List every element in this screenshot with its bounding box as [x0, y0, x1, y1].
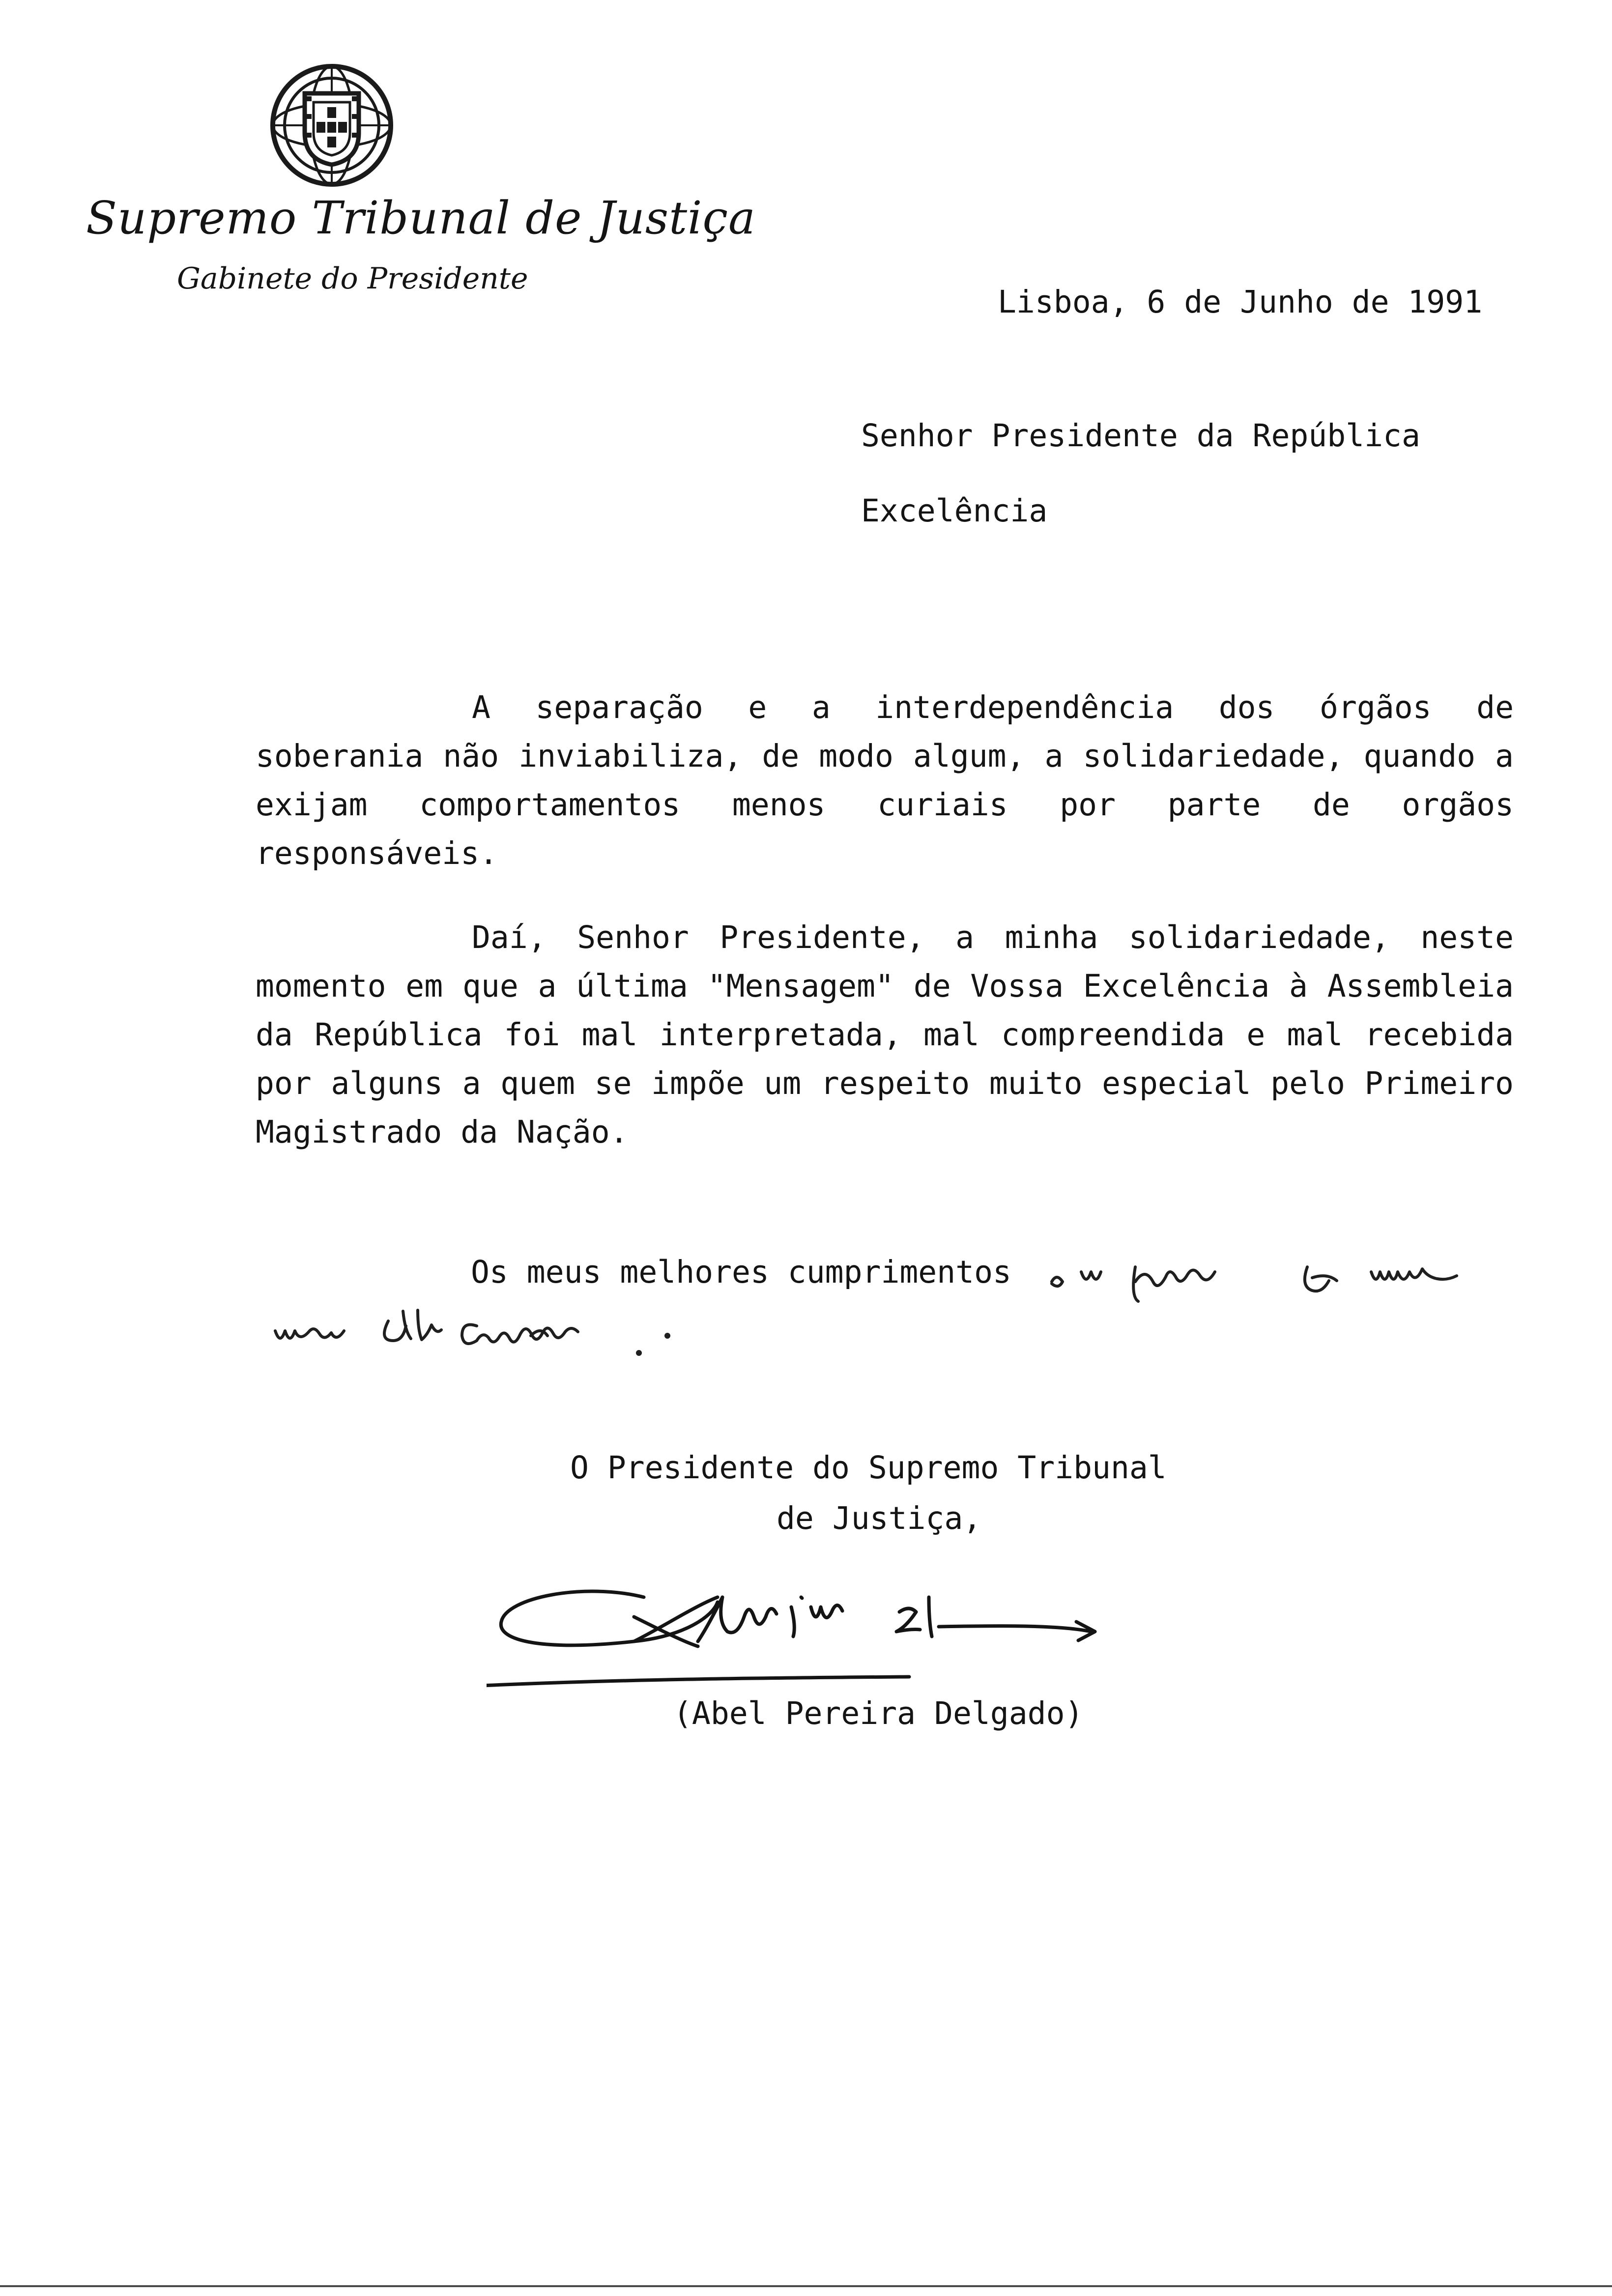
salutation: Senhor Presidente da República — [861, 418, 1420, 454]
institution-name: Supremo Tribunal de Justiça — [86, 192, 756, 244]
signatory-name: (Abel Pereira Delgado) — [673, 1695, 1084, 1731]
signatory-title-continued: de Justiça, — [777, 1500, 982, 1536]
body-paragraph: Daí, Senhor Presidente, a minha solidariedade, neste momento em que a última "Mensagem" de Vossa Excelência à Assembleia da República foi mal interpretada, mal compreendida e mal recebida por alguns a quem se impõe um respeito muito especial pelo Primeiro Magistrado da Nação. — [256, 919, 1514, 1150]
coat-of-arms-icon — [265, 59, 398, 192]
closing-line: Os meus melhores cumprimentos — [471, 1254, 1011, 1290]
signatory-title: O Presidente do Supremo Tribunal — [570, 1450, 1167, 1486]
body-paragraph: A separação e a interdependência dos órgãos de soberania não inviabiliza, de modo algum, a solidariedade, quando a exijam comportamentos menos curiais por parte de orgãos responsáveis. — [256, 689, 1514, 871]
signature-icon — [487, 1568, 1145, 1695]
honorific: Excelência — [861, 493, 1048, 529]
page-edge-rule — [0, 2285, 1612, 2287]
office-name: Gabinete do Presidente — [177, 261, 528, 296]
handwritten-addition — [256, 1252, 1514, 1380]
date-line: Lisboa, 6 de Junho de 1991 — [998, 284, 1483, 320]
